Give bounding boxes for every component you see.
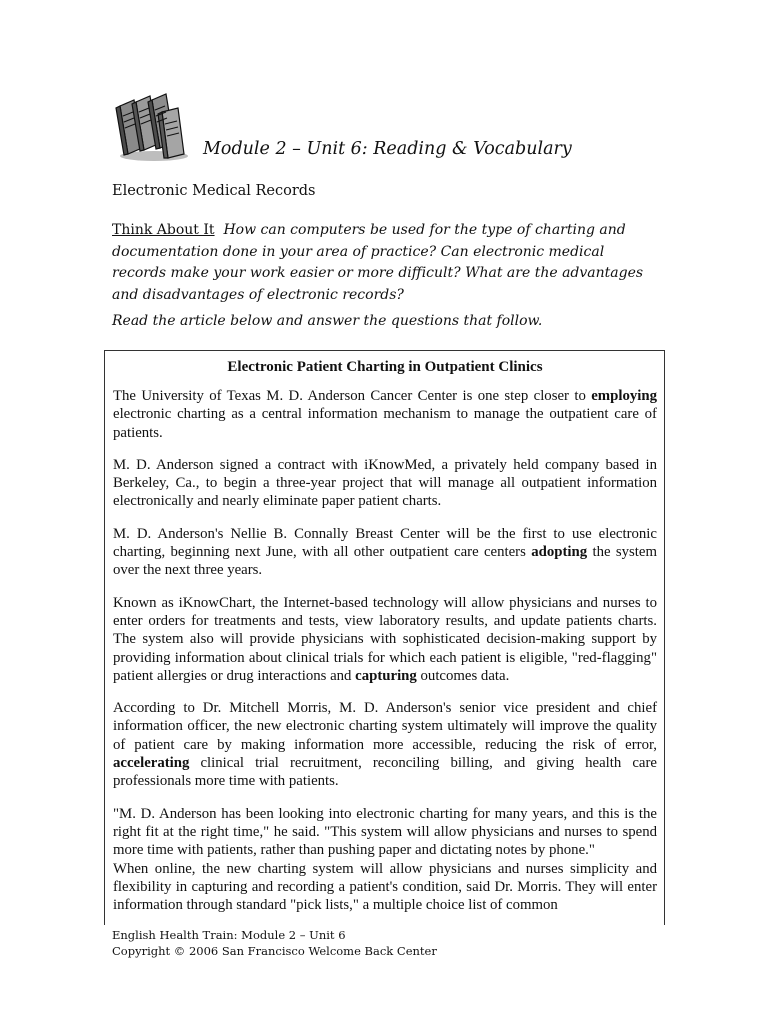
vocab-capturing: capturing (355, 667, 417, 684)
paragraph-text: the system over the next three years. (113, 544, 657, 579)
article-box (104, 350, 665, 925)
think-about-it-question: How can computers be used for the type of charting and documentation done in your area of practice? Can electronic medical records make your work easier or more difficult? What are the advantages and disadvantages of electronic records? (112, 222, 644, 303)
article-paragraph-5 (113, 699, 657, 790)
article-paragraph-1 (113, 387, 657, 442)
paragraph-text: According to Dr. Mitchell Morris, M. D. Anderson's senior vice president and chief information officer, the new electronic charting system ultimately will improve the quality of patient care by making information more accessible, reducing the risk of error, (113, 700, 657, 753)
page-footer (112, 927, 437, 959)
paragraph-text: The University of Texas M. D. Anderson Cancer Center is one step closer to (113, 388, 592, 404)
article-paragraph-3 (113, 525, 657, 580)
article-title: Electronic Patient Charting in Outpatient Clinics (227, 359, 543, 375)
article-paragraph-4 (113, 594, 657, 685)
paragraph-text: electronic charting as a central information mechanism to manage the outpatient care of patients. (113, 406, 657, 441)
article-paragraph-2: M. D. Anderson signed a contract with iKnowMed, a privately held company based in Berkeley, Ca., to begin a three-year project that will manage all outpatient information electronically and nearly eliminate paper patient charts. (113, 456, 657, 510)
vocab-employing: employing (591, 388, 657, 404)
books-icon (112, 92, 190, 162)
footer-course: English Health Train: Module 2 – Unit 6 (112, 928, 346, 942)
module-title: Module 2 – Unit 6: Reading & Vocabulary (203, 139, 572, 159)
section-title: Electronic Medical Records (112, 183, 316, 199)
vocab-adopting: adopting (531, 544, 588, 561)
paragraph-text: clinical trial recruitment, reconciling billing, and giving health care professionals more time with patients. (113, 755, 657, 790)
paragraph-text: Known as iKnowChart, the Internet-based technology will allow physicians and nurses to enter orders for treatments and tests, view laboratory results, and update patients charts. The system also will provide physicians with sophisticated decision-making support by providing information about clinical trials for which each patient is eligible, "red-flagging" patient allergies or drug interactions and (113, 594, 657, 684)
vocab-accelerating: accelerating (113, 755, 190, 772)
think-about-it-label: Think About It (112, 222, 215, 238)
paragraph-text: M. D. Anderson's Nellie B. Connally Breast Center will be the first to use electronic charting, beginning next June, with all other outpatient care centers (113, 525, 657, 561)
article-paragraph-6: "M. D. Anderson has been looking into electronic charting for many years, and this is the right fit at the right time," he said. "This system will allow physicians and nurses to spend more time with patients, rather than pushing paper and dictating notes by phone." (113, 805, 657, 859)
reading-instruction: Read the article below and answer the questions that follow. (112, 313, 543, 329)
paragraph-text: outcomes data. (416, 667, 510, 684)
think-about-it (112, 220, 660, 306)
footer-copyright: Copyright © 2006 San Francisco Welcome Back Center (112, 944, 437, 958)
article-paragraph-7: When online, the new charting system will allow physicians and nurses simplicity and flexibility in capturing and recording a patient's condition, said Dr. Morris. They will enter information through standard "pick lists," a multiple choice list of common (113, 860, 657, 914)
